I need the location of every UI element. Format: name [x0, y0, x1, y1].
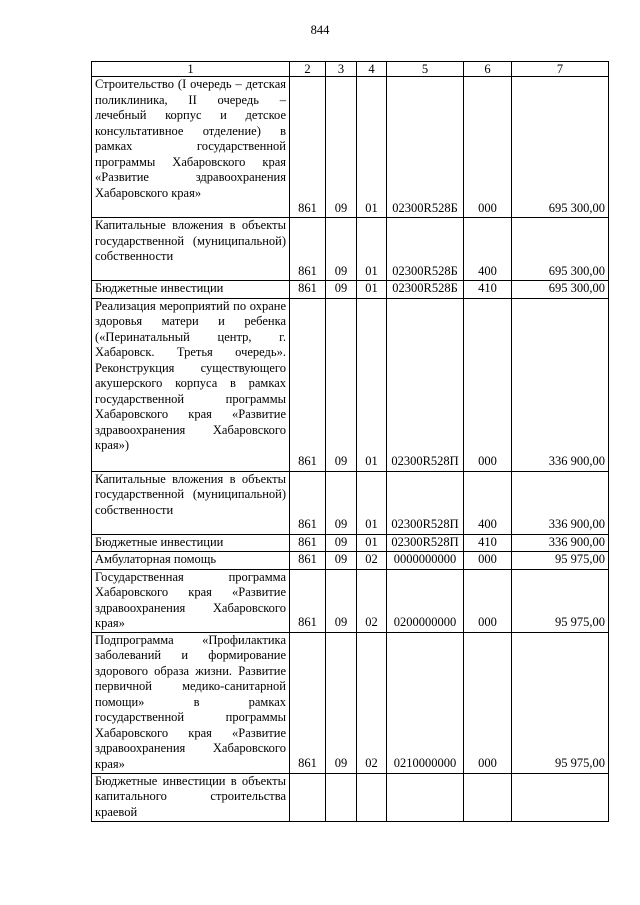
row-code-5-cell: 02300R528Б — [387, 281, 464, 299]
row-name-cell: Бюджетные инвестиции — [92, 534, 290, 552]
row-name-cell: Государственная программа Хабаровского края «Развитие здравоохранения Хабаровского края» — [92, 569, 290, 632]
row-amount-cell: 336 900,00 — [512, 534, 609, 552]
row-code-5-cell: 0210000000 — [387, 632, 464, 773]
row-amount-cell: 95 975,00 — [512, 552, 609, 570]
row-amount-cell: 695 300,00 — [512, 218, 609, 281]
row-code-4-cell: 01 — [357, 534, 387, 552]
row-code-6-cell: 000 — [464, 569, 512, 632]
table-row — [92, 218, 609, 281]
row-code-2-cell — [290, 773, 326, 821]
row-name-cell: Капитальные вложения в объекты государственной (муниципальной) собственности — [92, 218, 290, 281]
row-code-2-cell: 861 — [290, 569, 326, 632]
row-name-cell: Строительство (I очередь – детская поликлиника, II очередь – лечебный корпус и детское консультативное отделение) в рамках государственной программы Хабаровского края «Развитие здравоохранения Хабаровского края» — [92, 77, 290, 218]
row-code-3-cell: 09 — [326, 569, 357, 632]
row-code-4-cell: 02 — [357, 569, 387, 632]
row-code-4-cell: 02 — [357, 632, 387, 773]
header-cell: 7 — [512, 62, 609, 77]
row-code-4-cell — [357, 773, 387, 821]
header-cell: 6 — [464, 62, 512, 77]
row-code-4-cell: 01 — [357, 281, 387, 299]
row-code-6-cell: 000 — [464, 632, 512, 773]
row-name-cell: Капитальные вложения в объекты государственной (муниципальной) собственности — [92, 471, 290, 534]
row-code-4-cell: 02 — [357, 552, 387, 570]
row-code-3-cell: 09 — [326, 552, 357, 570]
row-code-3-cell: 09 — [326, 632, 357, 773]
row-code-4-cell: 01 — [357, 77, 387, 218]
table-row — [92, 552, 609, 570]
row-name-cell: Реализация мероприятий по охране здоровья матери и ребенка («Перинатальный центр, г. Хабаровск. Третья очередь». Реконструкция существующего акушерского корпуса в рамках государственной программы Хабаровского края «Развитие здравоохранения Хабаровского края») — [92, 298, 290, 471]
row-amount-cell: 695 300,00 — [512, 281, 609, 299]
row-amount-cell: 695 300,00 — [512, 77, 609, 218]
table-row — [92, 773, 609, 821]
table-row — [92, 534, 609, 552]
row-code-6-cell: 000 — [464, 77, 512, 218]
table-row — [92, 281, 609, 299]
table-row — [92, 77, 609, 218]
row-code-2-cell: 861 — [290, 632, 326, 773]
row-code-2-cell: 861 — [290, 298, 326, 471]
header-cell: 4 — [357, 62, 387, 77]
header-cell: 3 — [326, 62, 357, 77]
table-header-row — [92, 62, 609, 77]
row-code-4-cell: 01 — [357, 298, 387, 471]
row-code-3-cell — [326, 773, 357, 821]
row-amount-cell: 95 975,00 — [512, 632, 609, 773]
row-code-5-cell: 02300R528П — [387, 471, 464, 534]
row-code-4-cell: 01 — [357, 471, 387, 534]
header-cell: 1 — [92, 62, 290, 77]
row-code-3-cell: 09 — [326, 218, 357, 281]
row-amount-cell: 336 900,00 — [512, 298, 609, 471]
row-amount-cell: 95 975,00 — [512, 569, 609, 632]
row-code-6-cell: 000 — [464, 298, 512, 471]
header-cell: 2 — [290, 62, 326, 77]
row-code-5-cell: 02300R528П — [387, 534, 464, 552]
row-code-6-cell: 410 — [464, 281, 512, 299]
row-code-5-cell: 0000000000 — [387, 552, 464, 570]
row-code-2-cell: 861 — [290, 534, 326, 552]
row-name-cell: Подпрограмма «Профилактика заболеваний и формирование здорового образа жизни. Развитие первичной медико-санитарной помощи» в рамках государственной программы Хабаровского края «Развитие здравоохранения Хабаровского края» — [92, 632, 290, 773]
row-name-cell: Бюджетные инвестиции — [92, 281, 290, 299]
table-row — [92, 298, 609, 471]
row-code-5-cell: 02300R528Б — [387, 77, 464, 218]
table-row — [92, 471, 609, 534]
row-code-5-cell — [387, 773, 464, 821]
row-code-6-cell: 410 — [464, 534, 512, 552]
table-row — [92, 569, 609, 632]
row-amount-cell — [512, 773, 609, 821]
header-cell: 5 — [387, 62, 464, 77]
budget-table — [91, 61, 609, 822]
row-code-5-cell: 02300R528Б — [387, 218, 464, 281]
row-code-3-cell: 09 — [326, 77, 357, 218]
row-code-2-cell: 861 — [290, 77, 326, 218]
row-name-cell: Бюджетные инвестиции в объекты капитального строительства краевой — [92, 773, 290, 821]
row-code-6-cell: 000 — [464, 552, 512, 570]
row-code-2-cell: 861 — [290, 552, 326, 570]
row-code-6-cell: 400 — [464, 471, 512, 534]
table-row — [92, 632, 609, 773]
row-code-2-cell: 861 — [290, 281, 326, 299]
row-code-3-cell: 09 — [326, 298, 357, 471]
row-code-3-cell: 09 — [326, 534, 357, 552]
row-code-6-cell: 400 — [464, 218, 512, 281]
row-code-6-cell — [464, 773, 512, 821]
row-code-2-cell: 861 — [290, 218, 326, 281]
row-code-3-cell: 09 — [326, 471, 357, 534]
row-amount-cell: 336 900,00 — [512, 471, 609, 534]
row-code-5-cell: 0200000000 — [387, 569, 464, 632]
page-number: 844 — [310, 23, 330, 37]
row-code-2-cell: 861 — [290, 471, 326, 534]
row-code-5-cell: 02300R528П — [387, 298, 464, 471]
row-code-3-cell: 09 — [326, 281, 357, 299]
row-name-cell: Амбулаторная помощь — [92, 552, 290, 570]
row-code-4-cell: 01 — [357, 218, 387, 281]
